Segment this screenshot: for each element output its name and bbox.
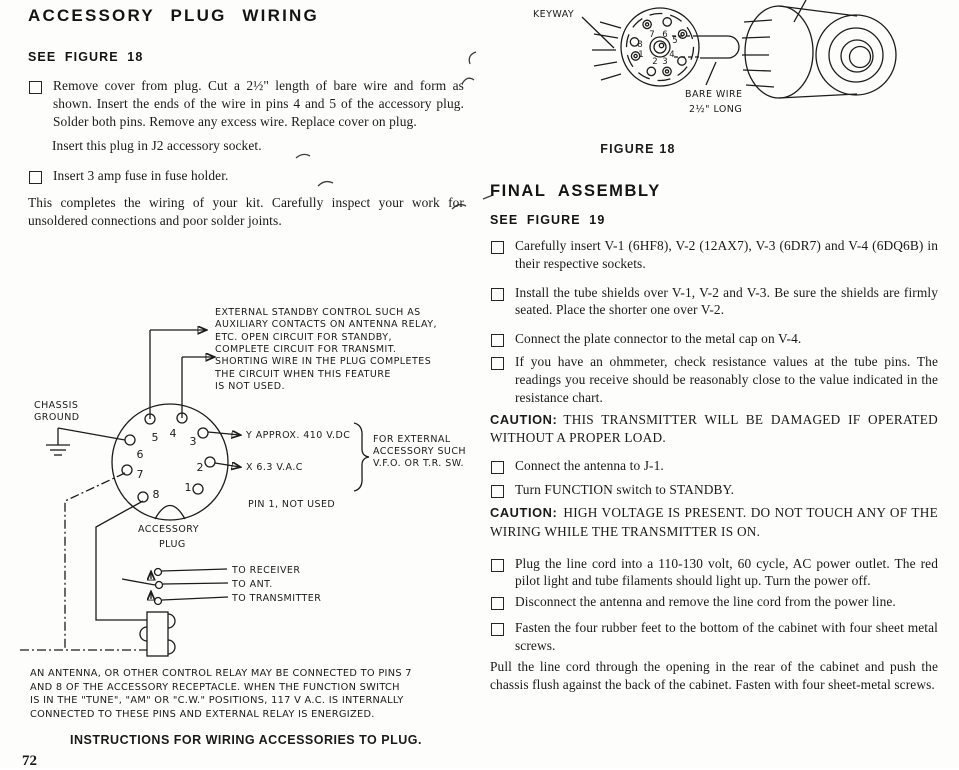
svg-text:GROUND: GROUND [34,412,80,423]
diagram-caption: INSTRUCTIONS FOR WIRING ACCESSORIES TO PLUG. [70,733,422,747]
step-text: Connect the antenna to J-1. [515,457,664,473]
pin-number: 7 [136,468,144,481]
plug-rear-view [592,8,699,86]
checkbox[interactable] [491,241,504,254]
page-title: ACCESSORY PLUG WIRING [28,6,319,25]
switch-label: TO RECEIVER [232,565,301,576]
page-number: 72 [22,753,37,769]
checklist-item [490,457,938,475]
diagram-footnote [30,667,466,721]
accessory-note-line: V.F.O. OR T.R. SW. [373,458,464,469]
checkbox[interactable] [491,485,504,498]
step-text: Install the tube shields over V-1, V-2 and V-3. Be sure the shields are firmly seated. Place the shorter one over V-2. [515,284,938,318]
step-text: Turn FUNCTION switch to STANDBY. [515,481,735,497]
checklist-item [490,330,938,348]
step-text: Disconnect the antenna and remove the line cord from the power line. [515,594,896,610]
plug-cover [742,0,896,98]
pin1-note: PIN 1, NOT USED [248,499,336,510]
checkbox[interactable] [491,597,504,610]
svg-text:ACCESSORY: ACCESSORY [138,524,199,535]
final-assembly-heading: FINAL ASSEMBLY [490,182,661,200]
caution-note [490,411,938,447]
figure-18 [488,0,958,162]
relay-wiring [20,473,147,650]
checklist-item [490,593,938,611]
step-text: If you have an ohmmeter, check resistance values at the tube pins. The readings you receive should be reasonably close to the value indicated in the resistance chart. [515,354,938,405]
pin2-voltage-label: X 6.3 V.A.C [246,462,303,473]
bare-wire-length-label: 2½" LONG [689,104,743,115]
checkbox[interactable] [491,559,504,572]
standby-note-line: THE CIRCUIT WHEN THIS FEATURE [215,369,391,380]
see-figure-19-heading: SEE FIGURE 19 [490,213,606,227]
caution-note [490,504,938,540]
pin-number: 8 [152,488,160,501]
caution-label: CAUTION: [490,411,558,427]
right-column [490,182,938,693]
checkbox[interactable] [491,334,504,347]
accessory-plug-face [112,404,228,520]
pin3-voltage-label: Y APPROX. 410 V.DC [246,430,351,441]
standby-note [214,307,437,392]
caution-text: THIS TRANSMITTER WILL BE DAMAGED IF OPERATED WITHOUT A PROPER LOAD. [490,411,938,445]
svg-text:CHASSIS: CHASSIS [34,400,79,411]
pin-number: 7 [649,30,655,40]
checklist-item [490,481,938,499]
see-figure-18-heading: SEE FIGURE 18 [28,50,144,64]
footnote-line: CONNECTED TO THESE PINS AND EXTERNAL RELAY IS ENERGIZED. [30,708,375,720]
note-text: Insert this plug in J2 accessory socket. [52,138,262,154]
pin-number: 2 [196,461,204,474]
pin-number: 3 [189,435,197,448]
standby-note-line: AUXILIARY CONTACTS ON ANTENNA RELAY, [215,319,437,330]
bare-wire-label: BARE WIRE [685,89,743,100]
standby-note-line: COMPLETE CIRCUIT FOR TRANSMIT. [215,344,397,355]
step-text: Insert 3 amp fuse in fuse holder. [53,168,229,184]
checkbox[interactable] [491,288,504,301]
accessory-note-line: FOR EXTERNAL [373,434,451,445]
checklist-item [28,77,464,130]
checklist-item [490,237,938,273]
pin-number: 1 [638,50,644,60]
step-text: Connect the plate connector to the metal cap on V-4. [515,331,802,347]
switch-label: TO ANT. [232,579,273,590]
checklist-item [490,555,938,591]
checklist-item [490,353,938,406]
pin-number: 4 [669,50,675,60]
pin-number: 6 [662,30,668,40]
accessory-plug-label [138,524,199,550]
standby-note-line: SHORTING WIRE IN THE PLUG COMPLETES [215,356,432,367]
checklist-item [490,284,938,320]
brace [354,423,369,491]
step-text: Remove cover from plug. Cut a 2½" length of bare wire and form as shown. Insert the ends of the wire in pins 4 and 5 of the accessory plug. Solder both pins. Remove any excess wire. Replace cover on plug. [53,78,464,129]
footnote-line: IS IN THE "TUNE", "AM" OR "C.W." POSITIONS, 117 V A.C. IS INTERNALLY [30,695,404,706]
figure-caption: FIGURE 18 [600,142,676,156]
pin-number: 5 [151,431,159,444]
checkbox[interactable] [491,623,504,636]
step-text: Fasten the four rubber feet to the bottom of the cabinet with four sheet metal screws. [515,620,938,653]
voltage-callouts [208,423,466,510]
relay-switch [122,565,321,605]
svg-text:PLUG: PLUG [159,539,186,550]
switch-label: TO TRANSMITTER [232,593,322,604]
pin-number: 3 [662,57,668,67]
standby-note-line: IS NOT USED. [215,381,285,392]
caution-text: HIGH VOLTAGE IS PRESENT. DO NOT TOUCH ANY OF THE WIRING WHILE THE TRANSMITTER IS ON. [490,505,938,539]
checklist-item [28,167,464,185]
checklist-item [490,619,938,655]
pin-number: 6 [136,448,144,461]
bare-wire [672,36,739,85]
step-text: Carefully insert V-1 (6HF8), V-2 (12AX7), V-3 (6DR7) and V-4 (6DQ6B) in their respective sockets. [515,238,938,271]
pin-number: 8 [637,40,643,50]
footnote-line: AN ANTENNA, OR OTHER CONTROL RELAY MAY BE CONNECTED TO PINS 7 [30,668,412,679]
closing-paragraph: Pull the line cord through the opening in the rear of the cabinet and push the chassis flush against the back of the cabinet. Fasten with four sheet-metal screws. [490,658,938,692]
chassis-ground-label [34,400,80,423]
accessory-plug-wiring-diagram [18,295,480,667]
checkbox[interactable] [491,461,504,474]
keyway-notch [155,506,185,520]
caution-label: CAUTION: [490,505,558,521]
left-column [28,6,464,230]
pen-mark [469,52,476,64]
closing-paragraph: This completes the wiring of your kit. Carefully inspect your work for unsoldered connections and poor solder joints. [28,195,464,228]
pin-number: 4 [169,427,177,440]
standby-note-line: ETC. OPEN CIRCUIT FOR STANDBY, [215,332,392,343]
step-text: Plug the line cord into a 110-130 volt, 60 cycle, AC power outlet. The red pilot light and tube filaments should light up. Turn the power off. [515,555,938,589]
pin-number: 1 [184,481,192,494]
checkbox[interactable] [29,81,42,94]
checkbox[interactable] [491,357,504,370]
pin-number: 5 [672,36,678,46]
keyway-label: KEYWAY [533,9,575,20]
standby-note-line: EXTERNAL STANDBY CONTROL SUCH AS [215,307,421,318]
accessory-note-line: ACCESSORY SUCH [373,446,467,457]
pin-number: 2 [652,57,658,67]
footnote-line: AND 8 OF THE ACCESSORY RECEPTACLE. WHEN THE FUNCTION SWITCH [30,681,400,693]
checkbox[interactable] [29,171,42,184]
